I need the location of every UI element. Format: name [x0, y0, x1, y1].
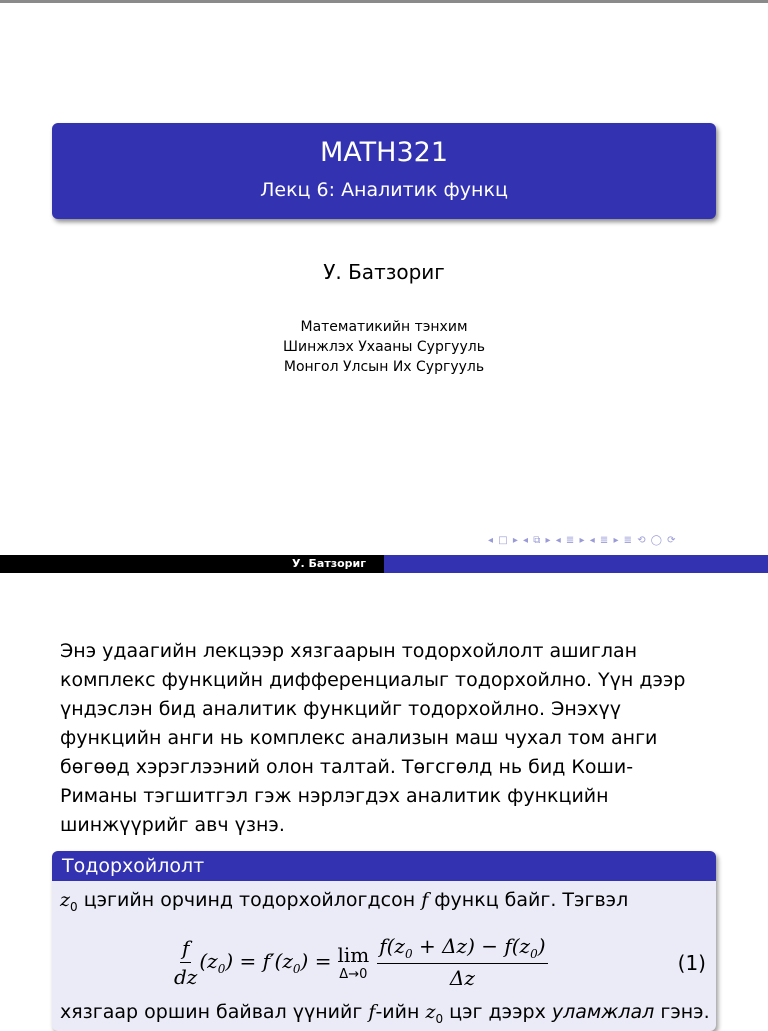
- institution-block: [0, 317, 768, 377]
- slide-title: MATH321: [320, 137, 448, 168]
- equation-number: (1): [677, 951, 706, 975]
- author-name: У. Батзориг: [323, 260, 445, 284]
- definition-title: Тодорхойлолт: [52, 851, 716, 881]
- title-box: [52, 123, 716, 219]
- definition-text-line1: $z_0$ цэгийн орчинд тодорхойлогдсон f функц байг. Тэгвэл: [60, 889, 629, 914]
- formula-fraction: $\frac{f}{dz}$: [174, 935, 198, 989]
- beamer-navigation-icons[interactable]: ◂ □ ▸ ◂ ⧉ ▸ ◂ ≣ ▸ ◂ ≣ ▸ ≣ ⟲ ◯ ⟳: [488, 535, 677, 546]
- derivative-formula: $\frac{f}{dz}$ $(z_0) = f'(z_0)$ = lim Δ→0 $\frac{f(z_0 + \Delta z) - f(z_0)}{\Delta z}$: [174, 934, 546, 990]
- title-slide: [0, 3, 768, 573]
- slide-subtitle: Лекц 6: Аналитик функц: [260, 179, 508, 201]
- footer-author: У. Батзориг: [0, 555, 384, 573]
- content-slide: [0, 575, 768, 1024]
- footer-bar: [0, 555, 768, 573]
- difference-quotient: $\frac{f(z_0 + \Delta z) - f(z_0)}{\Delta z}$: [379, 934, 546, 990]
- footer-right-panel: [384, 555, 768, 573]
- definition-block: [52, 851, 716, 1031]
- definition-text-line2: хязгаар оршин байвал үүнийг f-ийн $z_0$ цэг дээрх уламжлал гэнэ.: [60, 1001, 710, 1026]
- limit-operator: lim Δ→0: [337, 942, 370, 982]
- institution-line: Шинжлэх Ухааны Сургууль: [283, 339, 485, 355]
- institution-line: Математикийн тэнхим: [300, 319, 468, 335]
- institution-line: Монгол Улсын Их Сургууль: [283, 359, 485, 375]
- intro-paragraph: Энэ удаагийн лекцээр хязгаарын тодорхойлолт ашиглан комплекс функцийн дифференциалыг тодорхойлно. Үүн дээр үндэслэн бид аналитик функцийг тодорхойлно. Энэхүү функцийн анги нь комплекс анализын маш чухал том анги бөгөөд хэрэглээний олон талтай. Төгсгөлд нь бид Коши-Риманы тэгшитгэл гэж нэрлэгдэх аналитик функцийн шинжүүрийг авч үзнэ.: [60, 640, 686, 836]
